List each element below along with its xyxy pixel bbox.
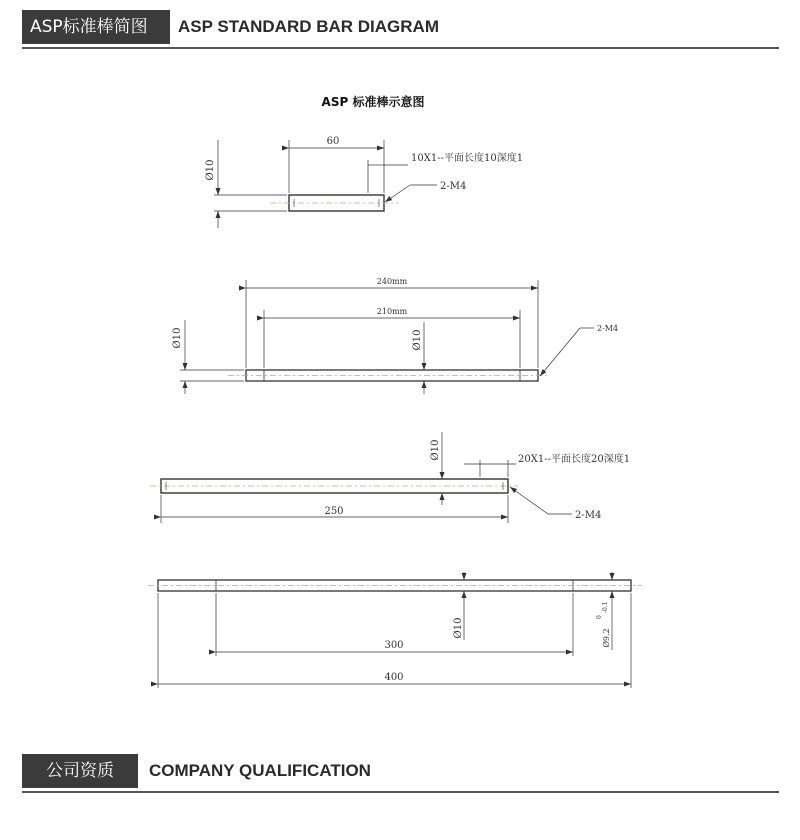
section-divider — [22, 791, 779, 793]
section-divider — [22, 47, 779, 49]
bar-2-inner-label: 210mm — [376, 307, 408, 316]
section-title: COMPANY QUALIFICATION — [149, 761, 371, 780]
bar-3 — [150, 432, 572, 523]
bar-2-thread-label: 2-M4 — [597, 324, 619, 333]
section-tag: ASP标准棒简图 — [22, 10, 170, 44]
bar-4-tolerance-lower: -0.1 — [602, 601, 609, 613]
section-title: ASP STANDARD BAR DIAGRAM — [178, 17, 439, 36]
bar-2-diameter-left-label: Ø10 — [172, 327, 183, 349]
bar-3-thread-label: 2-M4 — [575, 510, 602, 521]
bar-4-tolerance-upper: 0 — [596, 615, 603, 619]
bar-4-diameter-label: Ø10 — [453, 617, 464, 639]
diagram-title: ASP 标准棒示意图 — [321, 95, 425, 109]
bar-3-flat-label: 20X1--平面长度20深度1 — [518, 454, 631, 465]
bar-1-diameter-label: Ø10 — [205, 159, 216, 181]
section-header-diagram — [22, 10, 779, 50]
section-tag: 公司资质 — [22, 754, 138, 788]
bar-2-total-label: 240mm — [376, 277, 408, 286]
bar-1-thread-label: 2-M4 — [440, 181, 467, 192]
bar-1-length-label: 60 — [326, 136, 340, 147]
bar-3-length-label: 250 — [324, 506, 344, 517]
bar-2-diameter-mid-label: Ø10 — [412, 329, 423, 351]
section-header-qualification — [22, 754, 779, 794]
bar-1 — [214, 140, 437, 228]
bar-3-diameter-label: Ø10 — [430, 439, 441, 461]
bar-diagram — [0, 60, 800, 750]
bar-2 — [180, 280, 594, 394]
bar-4-inner-label: 300 — [384, 640, 404, 651]
bar-4-total-label: 400 — [384, 672, 404, 683]
bar-1-flat-label: 10X1--平面长度10深度1 — [411, 153, 524, 164]
bar-4 — [148, 572, 642, 688]
bar-4-end-diameter-label: Ø9.2 — [602, 628, 611, 648]
